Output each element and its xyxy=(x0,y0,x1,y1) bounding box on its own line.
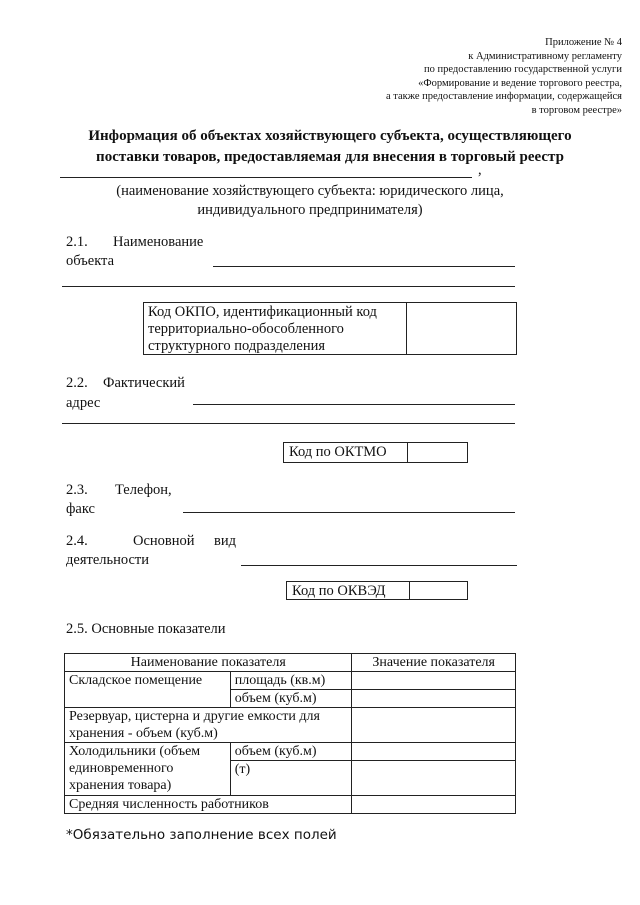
row-reservoir: Резервуар, цистерна и другие емкости для хранения - объем (куб.м) xyxy=(65,708,352,743)
row-employees: Средняя численность работников xyxy=(65,796,352,814)
row-warehouse: Складское помещение xyxy=(65,672,231,708)
section-2-4-label: деятельности xyxy=(66,552,150,568)
section-2-4-label: Основной xyxy=(133,533,195,549)
okved-value-cell[interactable] xyxy=(410,582,466,599)
section-2-1-number: 2.1. xyxy=(66,234,88,250)
appendix-line: к Административному регламенту xyxy=(468,50,622,62)
row-volume: объем (куб.м) xyxy=(230,690,352,708)
okpo-label-line: структурного подразделения xyxy=(148,338,326,354)
oktmo-value-cell[interactable] xyxy=(408,443,466,462)
section-2-2-label: Фактический xyxy=(103,375,185,391)
address-field-continued[interactable] xyxy=(62,423,515,424)
caption-line: (наименование хозяйствующего субъекта: юридического лица, xyxy=(116,183,504,199)
oktmo-code-box xyxy=(283,442,468,463)
object-name-field[interactable] xyxy=(213,266,515,267)
section-2-2-label: адрес xyxy=(66,395,101,411)
table-header-row xyxy=(65,654,516,672)
section-2-1-label: объекта xyxy=(66,253,115,269)
object-name-field-continued[interactable] xyxy=(62,286,515,287)
table-row xyxy=(65,708,516,743)
okpo-label-line: территориально-обособленного xyxy=(148,321,344,337)
address-field[interactable] xyxy=(193,404,515,405)
document-title xyxy=(40,126,620,168)
row-area: площадь (кв.м) xyxy=(230,672,352,690)
appendix-line: в торговом реестре» xyxy=(531,104,622,116)
value-cell[interactable] xyxy=(352,743,516,761)
section-2-4-number: 2.4. xyxy=(66,533,88,549)
table-row xyxy=(65,743,516,761)
value-cell[interactable] xyxy=(352,761,516,796)
appendix-line: а также предоставление информации, содержащейся xyxy=(385,91,622,103)
okpo-label xyxy=(148,304,377,355)
row-fridges: Холодильники (объем единовременного хранения товара) xyxy=(65,743,231,796)
title-line: Информация об объектах хозяйствующего субъекта, осуществляющего xyxy=(88,128,572,144)
section-2-4-label: вид xyxy=(214,533,236,549)
section-2-5-heading: 2.5. Основные показатели xyxy=(66,621,226,637)
activity-field[interactable] xyxy=(241,565,517,566)
indicators-table xyxy=(64,653,516,814)
table-row xyxy=(65,672,516,690)
phone-fax-field[interactable] xyxy=(183,512,515,513)
header-value: Значение показателя xyxy=(352,654,516,672)
table-row xyxy=(65,796,516,814)
header-name: Наименование показателя xyxy=(65,654,352,672)
okpo-label-line: Код ОКПО, идентификационный код xyxy=(148,304,377,320)
value-cell[interactable] xyxy=(352,796,516,814)
subject-comma: , xyxy=(478,162,482,178)
value-cell[interactable] xyxy=(352,708,516,743)
appendix-line: «Формирование и ведение торгового реестра, xyxy=(418,77,622,89)
oktmo-label: Код по ОКТМО xyxy=(289,444,387,460)
subject-caption xyxy=(40,182,580,220)
value-cell[interactable] xyxy=(352,690,516,708)
okved-label: Код по ОКВЭД xyxy=(292,583,386,599)
section-2-3-label: Телефон, xyxy=(115,482,172,498)
okpo-code-box xyxy=(143,302,517,355)
section-2-2-number: 2.2. xyxy=(66,375,88,391)
caption-line: индивидуального предпринимателя) xyxy=(197,202,423,218)
section-2-3-number: 2.3. xyxy=(66,482,88,498)
section-2-1-label: Наименование xyxy=(113,234,204,250)
value-cell[interactable] xyxy=(352,672,516,690)
appendix-line: Приложение № 4 xyxy=(545,37,622,48)
row-fridges-volume: объем (куб.м) xyxy=(230,743,352,761)
okved-code-box xyxy=(286,581,468,600)
appendix-line: по предоставлению государственной услуги xyxy=(424,64,622,76)
row-fridges-t: (т) xyxy=(230,761,352,796)
appendix-header xyxy=(386,36,622,118)
section-2-3-label: факс xyxy=(66,501,95,517)
subject-name-field[interactable] xyxy=(60,177,472,178)
mandatory-note: *Обязательно заполнение всех полей xyxy=(66,827,337,843)
okpo-value-cell[interactable] xyxy=(407,303,515,354)
title-line: поставки товаров, предоставляемая для внесения в торговый реестр xyxy=(96,149,564,165)
